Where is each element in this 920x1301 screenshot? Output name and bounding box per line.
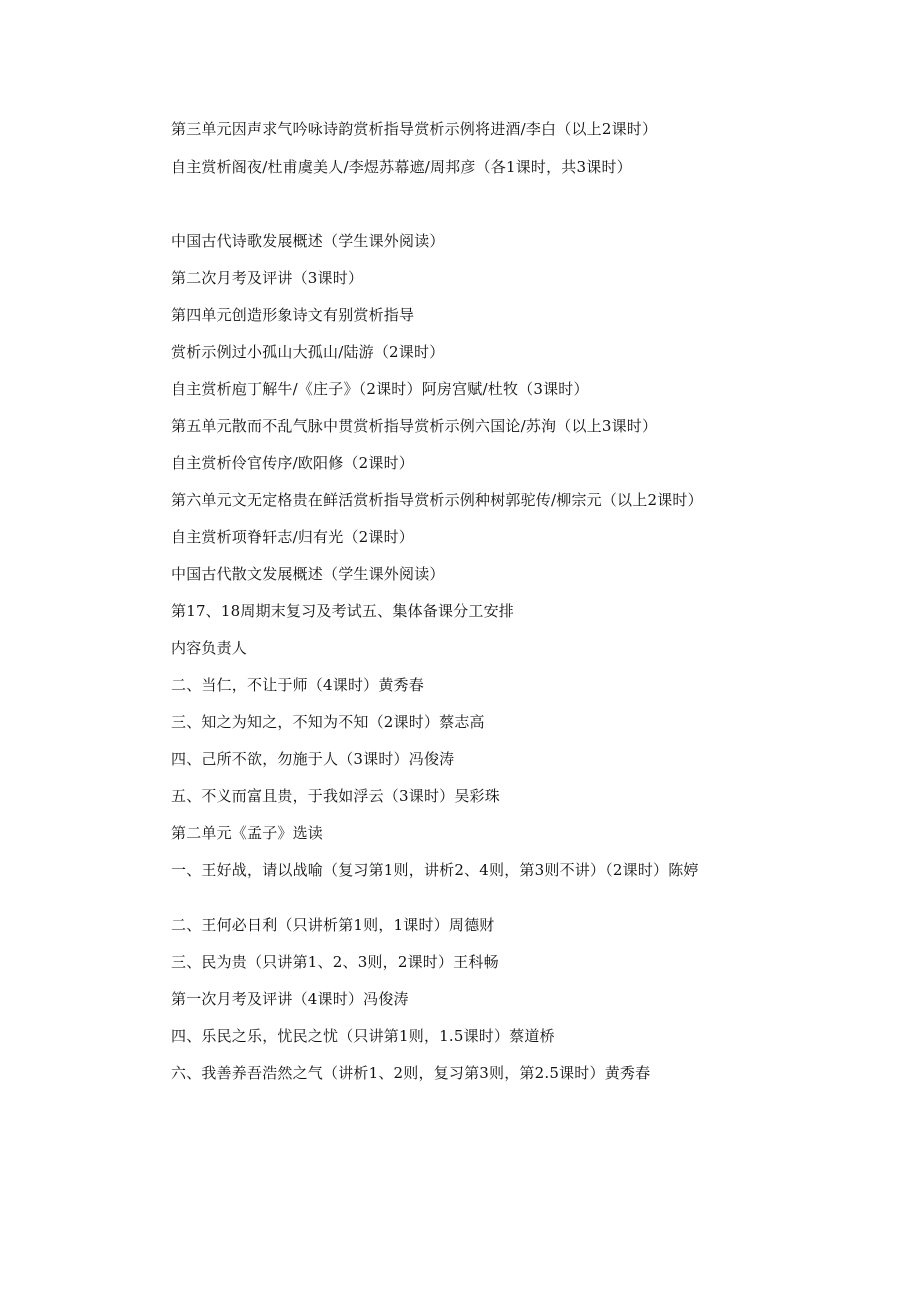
text-line-final-exam: 第17、18周期末复习及考试五、集体备课分工安排: [171, 602, 514, 620]
text-line-unit4-intro: 第四单元创造形象诗文有别赏析指导: [171, 306, 415, 324]
text-line-unit3-intro: 第三单元因声求气吟咏诗韵赏析指导赏析示例将进酒/李白（以上2课时）: [171, 120, 658, 138]
text-line-assignment-2: 二、当仁，不让于师（4课时）黄秀春: [171, 676, 424, 694]
text-line-assignment-3: 三、知之为知之，不知为不知（2课时）蔡志高: [171, 713, 485, 731]
text-line-mencius-3: 三、民为贵（只讲第1、2、3则，2课时）王科畅: [171, 953, 499, 971]
text-line-mencius-6: 六、我善养吾浩然之气（讲析1、2则，复习第3则，第2.5课时）黄秀春: [171, 1064, 651, 1082]
text-line-assignment-header: 内容负责人: [171, 639, 248, 657]
text-line-poetry-overview: 中国古代诗歌发展概述（学生课外阅读）: [171, 232, 445, 250]
text-line-unit6-intro: 第六单元文无定格贵在鲜活赏析指导赏析示例种树郭驼传/柳宗元（以上2课时）: [171, 491, 703, 509]
text-line-prose-overview: 中国古代散文发展概述（学生课外阅读）: [171, 565, 445, 583]
text-line-unit4-example: 赏析示例过小孤山大孤山/陆游（2课时）: [171, 343, 445, 361]
text-line-unit5-self-study: 自主赏析伶官传序/欧阳修（2课时）: [171, 454, 414, 472]
text-line-unit4-self-study: 自主赏析庖丁解牛/《庄子》（2课时）阿房宫赋/杜牧（3课时）: [171, 380, 589, 398]
text-line-unit6-self-study: 自主赏析项脊轩志/归有光（2课时）: [171, 528, 414, 546]
text-line-assignment-4: 四、己所不欲，勿施于人（3课时）冯俊涛: [171, 750, 455, 768]
text-line-mencius-1: 一、王好战，请以战喻（复习第1则，讲析2、4则，第3则不讲）（2课时）陈婷: [171, 861, 699, 879]
text-line-mencius-unit: 第二单元《孟子》选读: [171, 824, 324, 842]
text-line-unit5-intro: 第五单元散而不乱气脉中贯赏析指导赏析示例六国论/苏洵（以上3课时）: [171, 417, 658, 435]
text-line-mencius-4: 四、乐民之乐，忧民之忧（只讲第1则，1.5课时）蔡道桥: [171, 1027, 555, 1045]
text-line-self-study-poems: 自主赏析阁夜/杜甫虞美人/李煜苏幕遮/周邦彦（各1课时，共3课时）: [171, 158, 632, 176]
text-line-mencius-2: 二、王何必日利（只讲析第1则，1课时）周德财: [171, 916, 495, 934]
text-line-first-exam: 第一次月考及评讲（4课时）冯俊涛: [171, 990, 409, 1008]
text-line-second-exam: 第二次月考及评讲（3课时）: [171, 269, 364, 287]
text-line-assignment-5: 五、不义而富且贵，于我如浮云（3课时）吴彩珠: [171, 787, 500, 805]
